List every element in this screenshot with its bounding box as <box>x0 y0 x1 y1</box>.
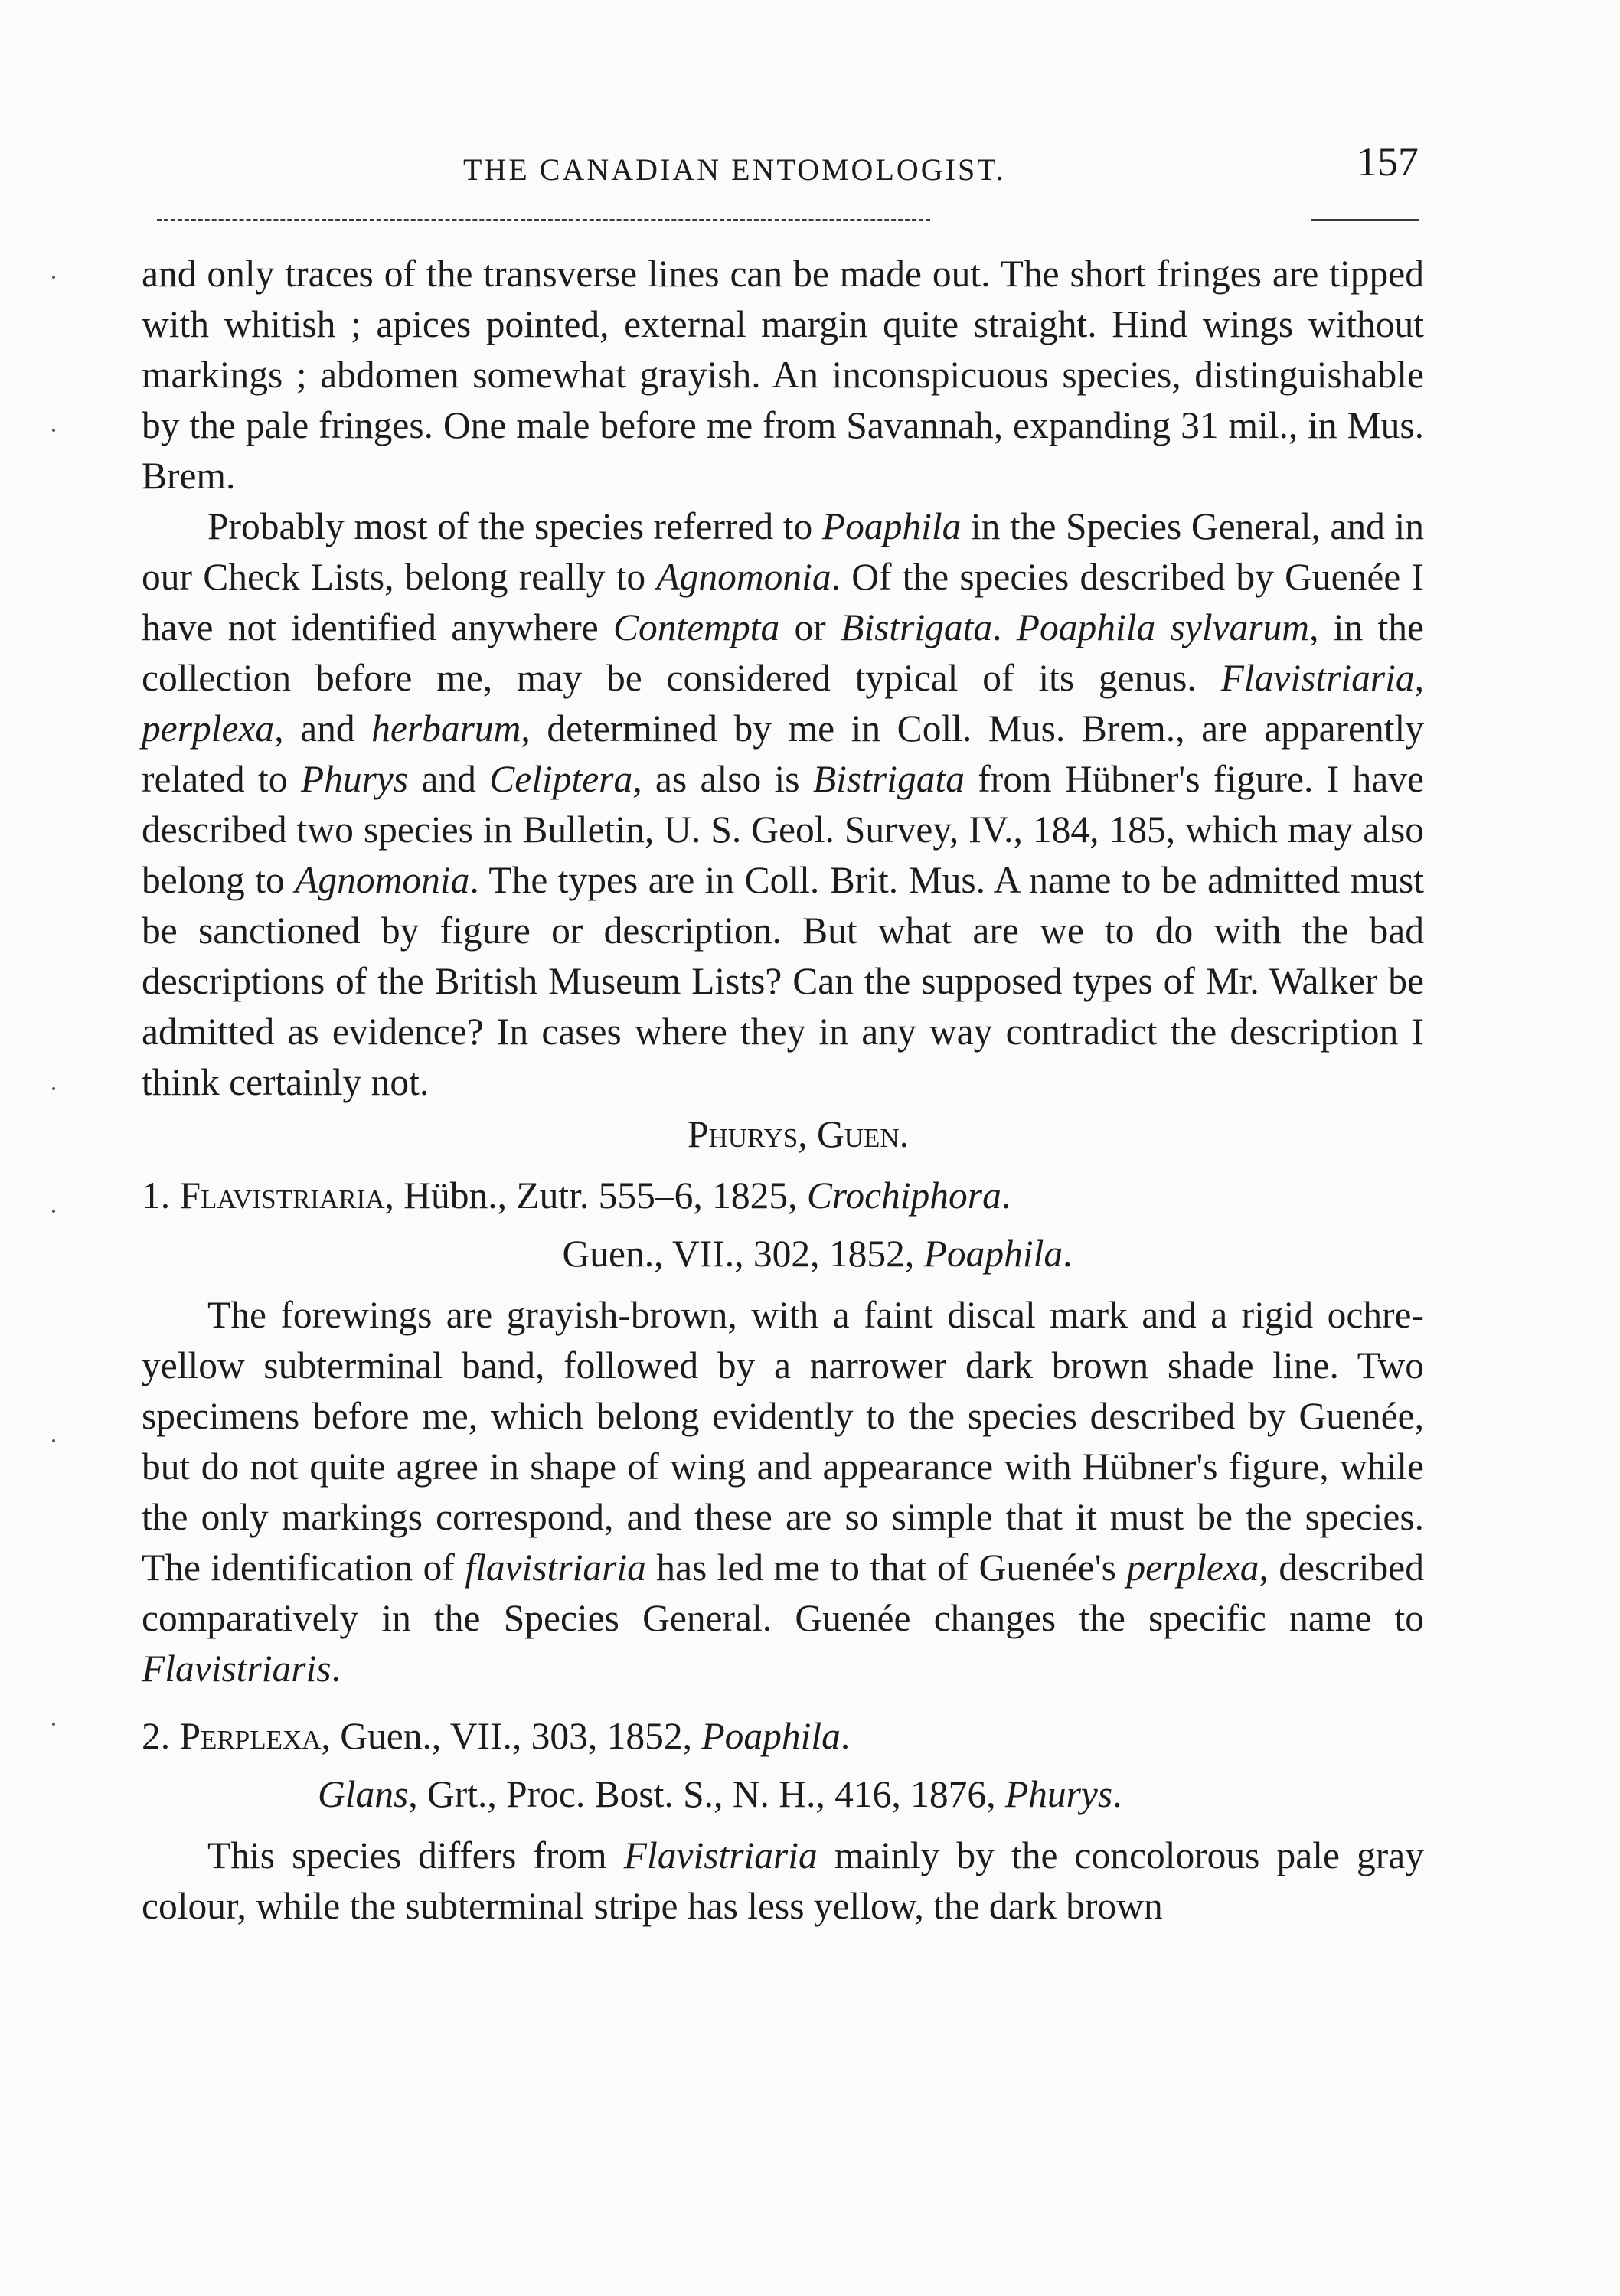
paragraph-this-species: This species differs from Flavistriaria mainly by the concolorous pale gray colour, while the subterminal stripe has less yellow, the dark brown <box>142 1834 1424 1927</box>
species-1-synonym: Guen., VII., 302, 1852, Poaphila. <box>562 1233 1073 1275</box>
header-rule-left <box>157 219 930 221</box>
margin-speck <box>52 1439 55 1442</box>
margin-speck <box>52 1087 55 1090</box>
species-2-synonym: Glans, Grt., Proc. Bost. S., N. H., 416, 1876, Phurys. <box>318 1773 1122 1815</box>
page-header <box>142 138 1420 191</box>
margin-speck <box>52 1210 55 1213</box>
paragraph-forewings: The forewings are grayish-brown, with a faint discal mark and a rigid ochre-yellow subterminal band, followed by a narrower dark brown shade line. Two specimens before me, which belong evidently to the species described by Guenée, but do not quite agree in shape of wing and appearance with Hübner's figure, while the only markings correspond, and these are so simple that it must be the species. The identification of flavistriaria has led me to that of Guenée's perplexa, described comparatively in the Species General. Guenée changes the specific name to Flavistriaris. <box>142 1294 1424 1690</box>
paragraph-probably: Probably most of the species referred to Poaphila in the Species General, and in our Check Lists, belong really to Agnomonia. Of the species described by Guenée I have not identified anywhere Contempta or Bistrigata. Poaphila sylvarum, in the collection before me, may be considered typical of its genus. Flavistriaria, perplexa, and herbarum, determined by me in Coll. Mus. Brem., are apparently related to Phurys and Celiptera, as also is Bistrigata from Hübner's figure. I have described two species in Bulletin, U. S. Geol. Survey, IV., 184, 185, which may also belong to Agnomonia. The types are in Coll. Brit. Mus. A name to be admitted must be sanctioned by figure or description. But what are we to do with the bad descriptions of the British Museum Lists? Can the supposed types of Mr. Walker be admitted as evidence? In cases where they in any way contradict the description I think certainly not. <box>142 505 1425 1103</box>
margin-speck <box>52 276 55 279</box>
header-rule-right <box>1311 219 1419 221</box>
article-body <box>142 249 1424 1932</box>
page-number: 157 <box>1357 139 1419 185</box>
paragraph-continuation: and only traces of the transverse lines can be made out. The short fringes are tipped with whitish ; apices pointed, external margin quite straight. Hind wings without markings ; abdomen somewhat grayish. An inconspicuous species, distinguishable by the pale fringes. One male before me from Savannah, expanding 31 mil., in Mus. Brem. <box>142 253 1424 497</box>
spacer <box>142 1694 1424 1711</box>
margin-speck <box>52 1723 55 1726</box>
species-entry-2: 2. Perplexa, Guen., VII., 303, 1852, Poaphila. <box>142 1715 851 1757</box>
margin-speck <box>52 429 55 432</box>
species-entry-1: 1. Flavistriaria, Hübn., Zutr. 555–6, 1825, Crochiphora. <box>142 1174 1011 1217</box>
genus-heading: Phurys, Guen. <box>687 1113 910 1155</box>
running-title: THE CANADIAN ENTOMOLOGIST. <box>463 152 1006 187</box>
